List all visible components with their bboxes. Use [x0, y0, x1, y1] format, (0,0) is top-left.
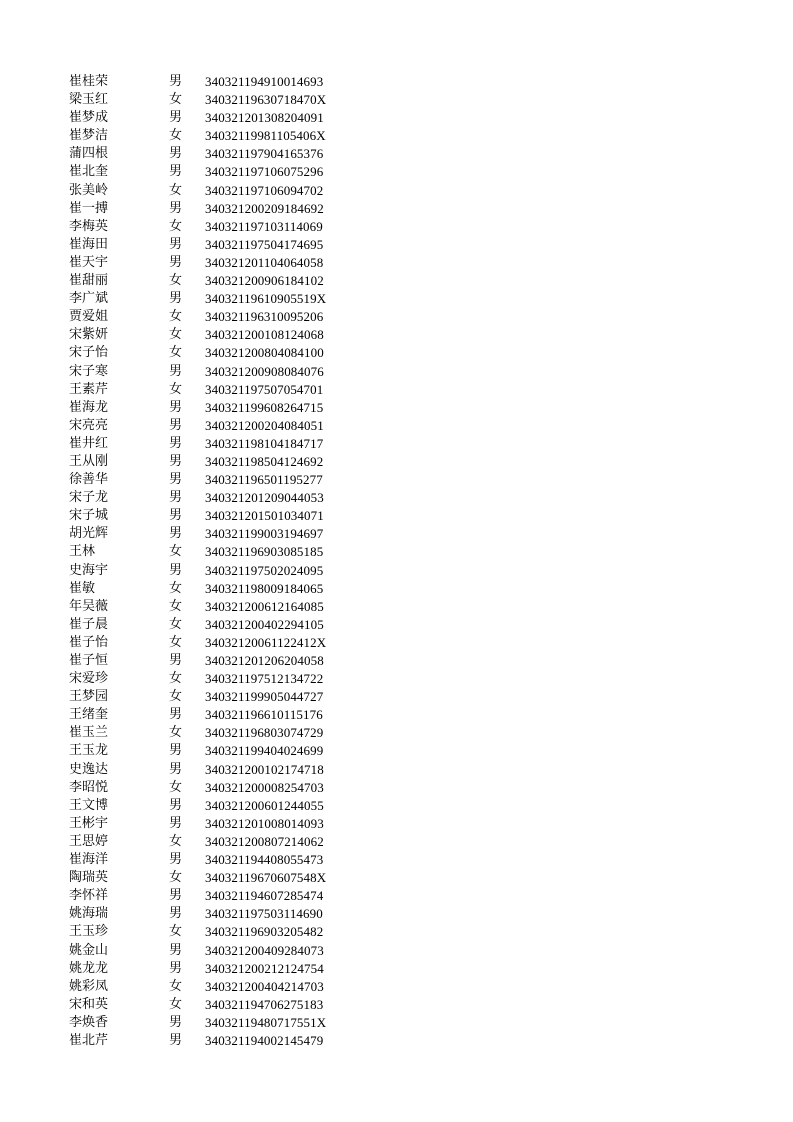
name-cell: 李昭悦 — [69, 779, 109, 795]
gender-cell: 男 — [169, 399, 183, 415]
table-row — [69, 761, 369, 779]
table-row — [69, 742, 369, 760]
gender-cell: 女 — [169, 833, 183, 849]
id-number-cell: 340321200601244055 — [205, 797, 324, 813]
name-cell: 梁玉红 — [69, 92, 109, 108]
table-row — [69, 200, 369, 218]
table-row — [69, 978, 369, 996]
gender-cell: 男 — [169, 852, 183, 868]
gender-cell: 男 — [169, 490, 183, 506]
table-row — [69, 326, 369, 344]
table-row — [69, 851, 369, 869]
table-row — [69, 453, 369, 471]
gender-cell: 女 — [169, 671, 183, 687]
id-number-cell: 340321201008014093 — [205, 815, 324, 831]
name-cell: 年吴薇 — [69, 598, 109, 614]
table-row — [69, 779, 369, 797]
table-row — [69, 652, 369, 670]
gender-cell: 女 — [169, 580, 183, 596]
table-row — [69, 91, 369, 109]
name-cell: 王从刚 — [69, 453, 109, 469]
name-cell: 崔子恒 — [69, 653, 109, 668]
id-number-cell: 340321199003194697 — [205, 526, 324, 542]
id-number-cell: 340321196501195277 — [205, 472, 323, 488]
id-number-cell: 340321200402294105 — [205, 616, 324, 632]
name-cell: 王彬宇 — [69, 815, 109, 831]
name-cell: 崔海龙 — [69, 399, 109, 415]
table-row — [69, 670, 369, 688]
table-row — [69, 182, 369, 200]
name-cell: 崔北芹 — [69, 1032, 109, 1048]
table-row — [69, 489, 369, 507]
table-row — [69, 797, 369, 815]
table-row — [69, 381, 369, 399]
name-cell: 宋子城 — [69, 508, 109, 524]
id-number-cell: 340321197507054701 — [205, 381, 324, 397]
gender-cell: 男 — [169, 236, 183, 252]
id-number-cell: 34032119480717551X — [205, 1014, 327, 1030]
table-row — [69, 616, 369, 634]
name-cell: 王文博 — [69, 797, 109, 813]
id-number-cell: 34032119630718470X — [205, 92, 327, 108]
gender-cell: 女 — [169, 128, 183, 144]
table-row — [69, 960, 369, 978]
gender-cell: 男 — [169, 562, 183, 578]
table-row — [69, 1014, 369, 1032]
id-number-cell: 340321197106094702 — [205, 182, 324, 198]
gender-cell: 女 — [169, 978, 183, 994]
name-cell: 陶瑞英 — [69, 870, 109, 886]
name-cell: 崔井红 — [69, 435, 109, 451]
id-number-cell: 34032119610905519X — [205, 291, 327, 307]
name-cell: 王梦园 — [69, 689, 109, 705]
gender-cell: 女 — [169, 381, 183, 397]
table-row — [69, 290, 369, 308]
table-row — [69, 145, 369, 163]
table-row — [69, 363, 369, 381]
id-number-cell: 340321200908084076 — [205, 363, 324, 379]
table-row — [69, 218, 369, 236]
gender-cell: 男 — [169, 254, 183, 270]
id-number-cell: 340321200008254703 — [205, 779, 324, 795]
name-cell: 崔海洋 — [69, 852, 109, 868]
id-number-cell: 340321201308204091 — [205, 110, 324, 126]
id-number-cell: 340321200204084051 — [205, 417, 324, 433]
gender-cell: 女 — [169, 598, 183, 614]
name-cell: 宋爱珍 — [69, 671, 109, 687]
name-cell: 王林 — [69, 544, 96, 560]
gender-cell: 男 — [169, 453, 183, 469]
id-number-cell: 340321196803074729 — [205, 725, 324, 741]
name-cell: 姚龙龙 — [69, 960, 109, 976]
id-number-cell: 340321200404214703 — [205, 978, 324, 994]
name-cell: 崔子晨 — [69, 616, 109, 632]
id-number-cell: 340321197502024095 — [205, 562, 324, 578]
table-row — [69, 905, 369, 923]
gender-cell: 女 — [169, 309, 183, 325]
gender-cell: 女 — [169, 634, 183, 650]
gender-cell: 男 — [169, 291, 183, 307]
name-cell: 崔北奎 — [69, 164, 109, 180]
gender-cell: 女 — [169, 924, 183, 940]
table-row — [69, 598, 369, 616]
id-number-cell: 34032119981105406X — [205, 128, 326, 144]
gender-cell: 女 — [169, 345, 183, 361]
id-number-cell: 340321194910014693 — [205, 74, 324, 89]
name-cell: 崔天宇 — [69, 254, 109, 270]
gender-cell: 男 — [169, 797, 183, 813]
gender-cell: 男 — [169, 888, 183, 904]
id-number-cell: 340321198504124692 — [205, 453, 324, 469]
name-cell: 贾爱姐 — [69, 309, 109, 325]
id-number-cell: 340321197504174695 — [205, 236, 324, 252]
gender-cell: 女 — [169, 92, 183, 108]
table-row — [69, 127, 369, 145]
gender-cell: 男 — [169, 146, 183, 162]
id-number-cell: 340321199404024699 — [205, 743, 324, 759]
table-row — [69, 580, 369, 598]
id-number-cell: 34032120061122412X — [205, 634, 327, 650]
id-number-cell: 340321200209184692 — [205, 200, 324, 216]
table-row — [69, 688, 369, 706]
id-number-cell: 340321197503114690 — [205, 906, 323, 922]
table-row — [69, 562, 369, 580]
gender-cell: 男 — [169, 743, 183, 759]
table-row — [69, 163, 369, 181]
id-number-cell: 340321194002145479 — [205, 1032, 324, 1048]
id-number-cell: 340321196610115176 — [205, 707, 323, 723]
id-number-cell: 340321197103114069 — [205, 218, 323, 234]
name-cell: 王玉龙 — [69, 743, 109, 759]
id-number-cell: 340321200102174718 — [205, 761, 324, 777]
name-cell: 王绪奎 — [69, 707, 109, 723]
name-cell: 崔甜丽 — [69, 273, 109, 289]
name-cell: 姚金山 — [69, 942, 109, 958]
id-number-cell: 340321198104184717 — [205, 435, 324, 451]
name-cell: 宋紫妍 — [69, 327, 109, 343]
gender-cell: 男 — [169, 906, 183, 922]
name-cell: 崔桂荣 — [69, 74, 109, 89]
gender-cell: 男 — [169, 363, 183, 379]
table-row — [69, 634, 369, 652]
name-cell: 史逸达 — [69, 761, 109, 777]
name-cell: 李焕香 — [69, 1014, 109, 1030]
name-cell: 崔一搏 — [69, 200, 109, 216]
name-cell: 姚彩凤 — [69, 978, 109, 994]
gender-cell: 女 — [169, 996, 183, 1012]
name-cell: 王玉珍 — [69, 924, 109, 940]
id-number-cell: 340321194408055473 — [205, 852, 324, 868]
table-row — [69, 109, 369, 127]
id-number-cell: 340321197512134722 — [205, 671, 324, 687]
gender-cell: 女 — [169, 870, 183, 886]
id-number-cell: 340321201104064058 — [205, 254, 324, 270]
name-cell: 李梅英 — [69, 218, 109, 234]
id-number-cell: 340321194706275183 — [205, 996, 324, 1012]
name-cell: 宋子龙 — [69, 490, 109, 506]
id-number-cell: 340321201501034071 — [205, 508, 324, 524]
table-row — [69, 236, 369, 254]
name-cell: 宋子怡 — [69, 345, 109, 361]
id-number-cell: 340321196903085185 — [205, 544, 324, 560]
table-row — [69, 525, 369, 543]
gender-cell: 男 — [169, 508, 183, 524]
table-row — [69, 471, 369, 489]
gender-cell: 女 — [169, 544, 183, 560]
gender-cell: 男 — [169, 960, 183, 976]
table-row — [69, 543, 369, 561]
table-row — [69, 1032, 369, 1050]
gender-cell: 男 — [169, 707, 183, 723]
name-cell: 姚海瑞 — [69, 906, 109, 922]
table-row — [69, 942, 369, 960]
id-number-cell: 340321200804084100 — [205, 345, 324, 361]
table-row — [69, 706, 369, 724]
name-cell: 史海宇 — [69, 562, 109, 578]
id-number-cell: 340321200409284073 — [205, 942, 324, 958]
name-cell: 王思婷 — [69, 833, 109, 849]
gender-cell: 男 — [169, 1014, 183, 1030]
table-row — [69, 815, 369, 833]
table-row — [69, 869, 369, 887]
gender-cell: 女 — [169, 725, 183, 741]
id-number-cell: 340321201209044053 — [205, 490, 324, 506]
id-number-cell: 340321197106075296 — [205, 164, 324, 180]
table-row — [69, 435, 369, 453]
id-number-cell: 340321200108124068 — [205, 327, 324, 343]
name-cell: 崔敏 — [69, 580, 96, 596]
gender-cell: 女 — [169, 182, 183, 198]
name-cell: 张美岭 — [69, 182, 109, 198]
name-cell: 胡光辉 — [69, 526, 109, 542]
name-cell: 王素芹 — [69, 381, 109, 397]
roster-table — [69, 73, 369, 1050]
name-cell: 李怀祥 — [69, 888, 109, 904]
name-cell: 蒲四根 — [69, 146, 109, 162]
gender-cell: 男 — [169, 1032, 183, 1048]
table-row — [69, 73, 369, 91]
gender-cell: 女 — [169, 779, 183, 795]
table-row — [69, 417, 369, 435]
table-row — [69, 399, 369, 417]
gender-cell: 男 — [169, 200, 183, 216]
table-row — [69, 996, 369, 1014]
id-number-cell: 340321200212124754 — [205, 960, 324, 976]
gender-cell: 女 — [169, 616, 183, 632]
id-number-cell: 340321200906184102 — [205, 273, 324, 289]
gender-cell: 男 — [169, 815, 183, 831]
table-row — [69, 344, 369, 362]
gender-cell: 男 — [169, 74, 183, 89]
table-row — [69, 724, 369, 742]
id-number-cell: 340321199905044727 — [205, 689, 324, 705]
name-cell: 崔梦洁 — [69, 128, 109, 144]
table-row — [69, 887, 369, 905]
name-cell: 崔梦成 — [69, 110, 109, 126]
id-number-cell: 340321201206204058 — [205, 653, 324, 668]
gender-cell: 男 — [169, 435, 183, 451]
name-cell: 宋亮亮 — [69, 417, 109, 433]
table-row — [69, 833, 369, 851]
id-number-cell: 340321196310095206 — [205, 309, 324, 325]
gender-cell: 男 — [169, 472, 183, 488]
table-row — [69, 272, 369, 290]
gender-cell: 女 — [169, 327, 183, 343]
name-cell: 崔子怡 — [69, 634, 109, 650]
id-number-cell: 340321194607285474 — [205, 888, 324, 904]
name-cell: 徐善华 — [69, 472, 109, 488]
table-row — [69, 254, 369, 272]
name-cell: 崔海田 — [69, 236, 109, 252]
name-cell: 宋和英 — [69, 996, 109, 1012]
gender-cell: 男 — [169, 653, 183, 668]
gender-cell: 男 — [169, 942, 183, 958]
id-number-cell: 340321197904165376 — [205, 146, 324, 162]
gender-cell: 男 — [169, 110, 183, 126]
id-number-cell: 340321196903205482 — [205, 924, 324, 940]
gender-cell: 男 — [169, 526, 183, 542]
name-cell: 崔玉兰 — [69, 725, 109, 741]
table-row — [69, 308, 369, 326]
name-cell: 李广斌 — [69, 291, 109, 307]
id-number-cell: 340321199608264715 — [205, 399, 324, 415]
id-number-cell: 340321200612164085 — [205, 598, 324, 614]
id-number-cell: 340321198009184065 — [205, 580, 324, 596]
gender-cell: 女 — [169, 689, 183, 705]
gender-cell: 男 — [169, 417, 183, 433]
id-number-cell: 34032119670607548X — [205, 870, 327, 886]
gender-cell: 女 — [169, 273, 183, 289]
gender-cell: 男 — [169, 761, 183, 777]
name-cell: 宋子寒 — [69, 363, 109, 379]
gender-cell: 男 — [169, 164, 183, 180]
table-row — [69, 507, 369, 525]
id-number-cell: 340321200807214062 — [205, 833, 324, 849]
gender-cell: 女 — [169, 218, 183, 234]
table-row — [69, 923, 369, 941]
